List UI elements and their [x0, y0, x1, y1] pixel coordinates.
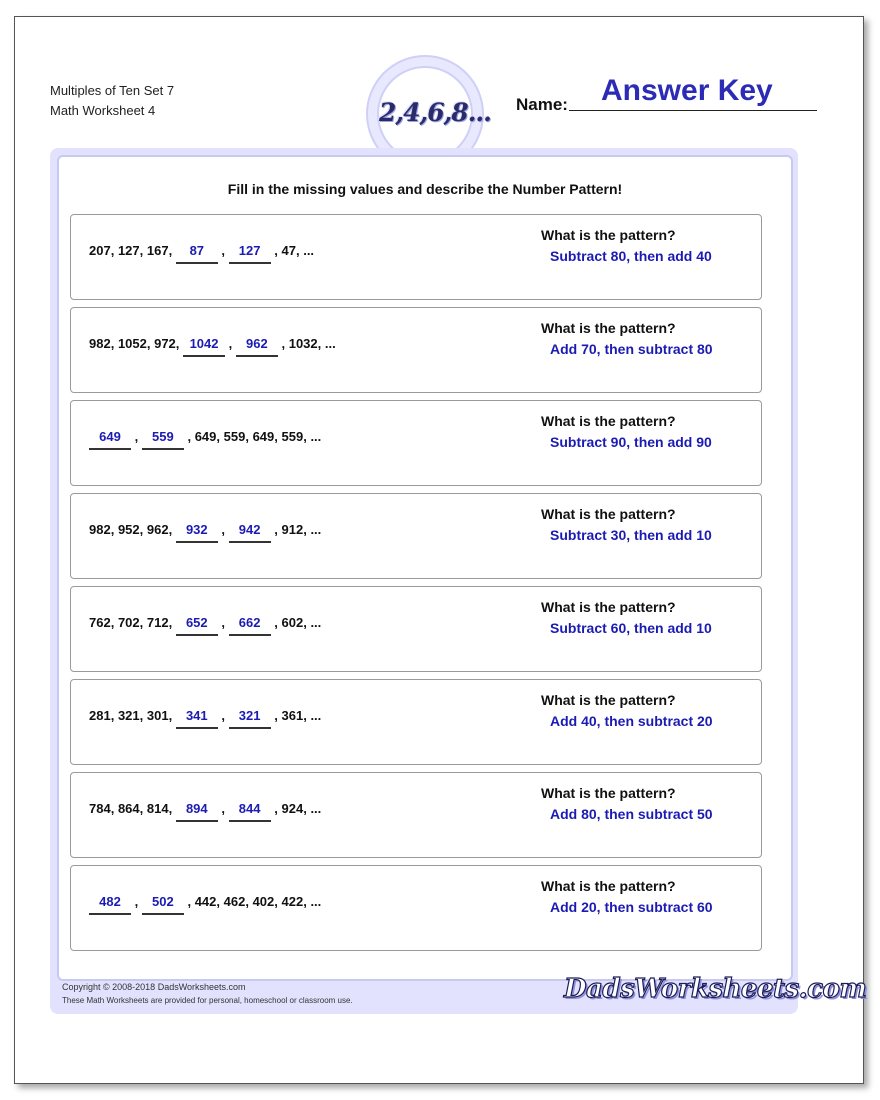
number-sequence: 982, 1052, 972, 1042 , 962 , 1032, ... — [89, 336, 336, 357]
name-label: Name: — [516, 95, 568, 114]
worksheet-frame — [50, 148, 867, 1014]
missing-value-answer[interactable]: 502 — [142, 894, 184, 915]
sequence-ellipsis: ... — [310, 615, 322, 630]
sequence-value: 924 — [281, 801, 304, 816]
number-sequence: 482 , 502 , 442, 462, 402, 422, ... — [89, 894, 321, 915]
pattern-question: What is the pattern? — [541, 413, 676, 429]
problem-row — [70, 400, 762, 486]
sequence-ellipsis: ... — [310, 708, 322, 723]
title-line-1: Multiples of Ten Set 7 — [50, 83, 175, 98]
pattern-answer[interactable]: Add 70, then subtract 80 — [550, 341, 713, 357]
sequence-ellipsis: ... — [310, 894, 322, 909]
pattern-answer[interactable]: Add 20, then subtract 60 — [550, 899, 713, 915]
sequence-value: 972 — [154, 336, 176, 351]
number-sequence: 784, 864, 814, 894 , 844 , 924, ... — [89, 801, 321, 822]
pattern-answer[interactable]: Subtract 90, then add 90 — [550, 434, 712, 450]
sequence-value: 442 — [194, 894, 217, 909]
problem-row — [70, 586, 762, 672]
pattern-answer[interactable]: Subtract 80, then add 40 — [550, 248, 712, 264]
sequence-ellipsis: ... — [303, 243, 315, 258]
problem-row — [70, 307, 762, 393]
pattern-question: What is the pattern? — [541, 227, 676, 243]
sequence-ellipsis: ... — [310, 429, 322, 444]
instructions: Fill in the missing values and describe the Number Pattern! — [227, 181, 623, 197]
sequence-value: 361 — [281, 708, 304, 723]
sequence-value: 712 — [146, 615, 169, 630]
missing-value-answer[interactable]: 482 — [89, 894, 131, 915]
sequence-value: 912 — [281, 522, 304, 537]
sequence-value: 321 — [117, 708, 140, 723]
sequence-value: 127 — [117, 243, 140, 258]
problem-row — [70, 214, 762, 300]
sequence-ellipsis: ... — [310, 801, 322, 816]
sequence-value: 47 — [281, 243, 296, 258]
sequence-value: 814 — [146, 801, 169, 816]
sequence-value: 762 — [89, 615, 111, 630]
footer-note: These Math Worksheets are provided for personal, homeschool or classroom use. — [62, 996, 353, 1005]
pattern-answer[interactable]: Add 40, then subtract 20 — [550, 713, 713, 729]
number-sequence: 649 , 559 , 649, 559, 649, 559, ... — [89, 429, 321, 450]
pattern-question: What is the pattern? — [541, 878, 676, 894]
sequence-value: 864 — [117, 801, 140, 816]
answer-key-title: Answer Key — [601, 74, 773, 107]
footer-copyright: Copyright © 2008-2018 DadsWorksheets.com — [62, 982, 246, 992]
sequence-value: 602 — [281, 615, 304, 630]
missing-value-answer[interactable]: 942 — [229, 522, 271, 543]
sequence-value: 167 — [146, 243, 169, 258]
sequence-value: 784 — [89, 801, 111, 816]
sequence-value: 462 — [223, 894, 246, 909]
pattern-answer[interactable]: Add 80, then subtract 50 — [550, 806, 713, 822]
sequence-value: 1052 — [117, 336, 147, 351]
missing-value-answer[interactable]: 652 — [176, 615, 218, 636]
sequence-value: 301 — [146, 708, 169, 723]
pattern-question: What is the pattern? — [541, 320, 676, 336]
worksheet-title — [50, 81, 174, 121]
missing-value-answer[interactable]: 87 — [176, 243, 218, 264]
missing-value-answer[interactable]: 962 — [236, 336, 278, 357]
missing-value-answer[interactable]: 1042 — [183, 336, 225, 357]
number-sequence: 982, 952, 962, 932 , 942 , 912, ... — [89, 522, 321, 543]
logo-text: 2,4,6,8... — [379, 98, 491, 127]
problem-row — [70, 772, 762, 858]
sequence-value: 962 — [146, 522, 169, 537]
sequence-ellipsis: ... — [310, 522, 322, 537]
dadsworksheets-logo: DadsWorksheets.com — [564, 974, 867, 1004]
pattern-question: What is the pattern? — [541, 692, 676, 708]
sequence-value: 559 — [281, 429, 304, 444]
pattern-question: What is the pattern? — [541, 785, 676, 801]
sequence-value: 982 — [89, 522, 111, 537]
sequence-value: 281 — [89, 708, 111, 723]
pattern-answer[interactable]: Subtract 60, then add 10 — [550, 620, 712, 636]
pattern-question: What is the pattern? — [541, 599, 676, 615]
missing-value-answer[interactable]: 127 — [229, 243, 271, 264]
missing-value-answer[interactable]: 844 — [229, 801, 271, 822]
sequence-value: 402 — [252, 894, 275, 909]
sequence-value: 649 — [252, 429, 275, 444]
missing-value-answer[interactable]: 662 — [229, 615, 271, 636]
pattern-answer[interactable]: Subtract 30, then add 10 — [550, 527, 712, 543]
sequence-value: 559 — [223, 429, 246, 444]
worksheet-body — [57, 155, 793, 981]
missing-value-answer[interactable]: 341 — [176, 708, 218, 729]
sequence-value: 422 — [281, 894, 304, 909]
pattern-question: What is the pattern? — [541, 506, 676, 522]
sequence-value: 207 — [89, 243, 111, 258]
missing-value-answer[interactable]: 321 — [229, 708, 271, 729]
number-sequence: 281, 321, 301, 341 , 321 , 361, ... — [89, 708, 321, 729]
title-line-2: Math Worksheet 4 — [50, 103, 156, 118]
sequence-value: 702 — [117, 615, 140, 630]
missing-value-answer[interactable]: 894 — [176, 801, 218, 822]
sequence-value: 952 — [117, 522, 140, 537]
sequence-ellipsis: ... — [324, 336, 336, 351]
number-sequence: 762, 702, 712, 652 , 662 , 602, ... — [89, 615, 321, 636]
sequence-value: 1032 — [288, 336, 318, 351]
problem-row — [70, 679, 762, 765]
name-line — [569, 110, 817, 111]
sequence-value: 649 — [194, 429, 217, 444]
number-sequence: 207, 127, 167, 87 , 127 , 47, ... — [89, 243, 314, 264]
sequence-value: 982 — [89, 336, 111, 351]
problem-row — [70, 493, 762, 579]
missing-value-answer[interactable]: 932 — [176, 522, 218, 543]
problem-row — [70, 865, 762, 951]
missing-value-answer[interactable]: 559 — [142, 429, 184, 450]
missing-value-answer[interactable]: 649 — [89, 429, 131, 450]
